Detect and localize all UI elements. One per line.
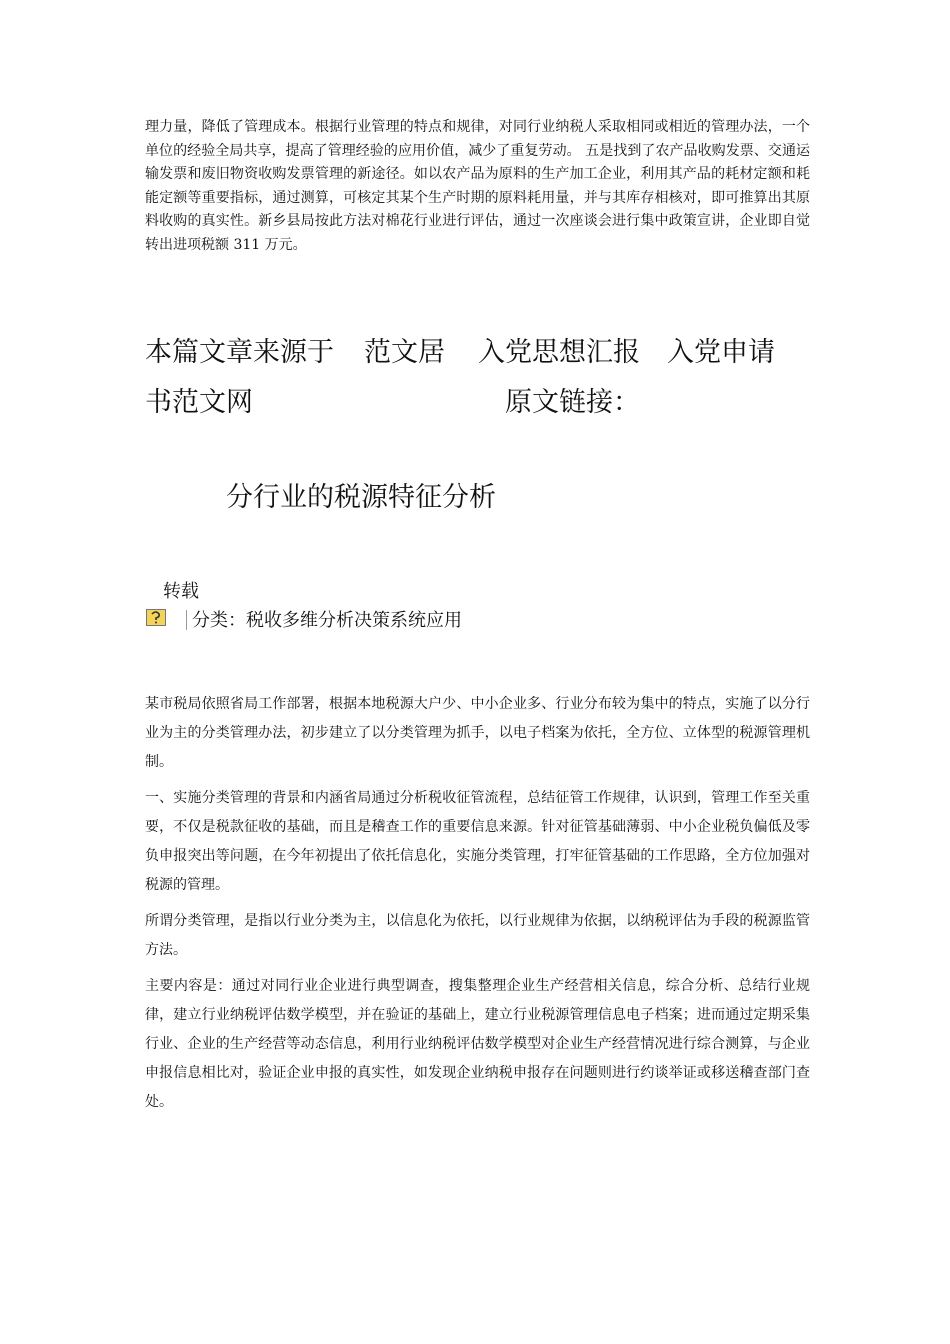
body-paragraph: 主要内容是：通过对同行业企业进行典型调查，搜集整理企业生产经营相关信息，综合分析、总结行业规律，建立行业纳税评估数学模型，并在验证的基础上，建立行业税源管理信息电子档案；进而通过定期采集行业、企业的生产经营等动态信息，利用行业纳税评估数学模型对企业生产经营情况进行综合测算，与企业申报信息相比对，验证企业申报的真实性，如发现企业纳税申报存在问题则进行约谈举证或移送稽查部门查处。 bbox=[145, 978, 810, 1110]
category-icon bbox=[146, 609, 166, 626]
body-paragraph: 某市税局依照省局工作部署，根据本地税源大户少、中小企业多、行业分布较为集中的特点，实施了以分行业为主的分类管理办法，初步建立了以分类管理为抓手，以电子档案为依托，全方位、立体型的税源管理机制。 bbox=[145, 696, 810, 770]
shenqingshu-link-continued[interactable]: 书范文网 bbox=[145, 387, 253, 418]
paragraph-text: 理力量，降低了管理成本。根据行业管理的特点和规律，对同行业纳税人采取相同或相近的管理办法，一个单位的经验全局共享，提高了管理经验的应用价值，减少了重复劳动。 五是找到了农产品收购发票、交通运输发票和废旧物资收购发票管理的新途径。如以农产品为原料的生产加工企业，利用其产品的耗材定额和耗能定额等重要指标，通过测算，可核定其某个生产时期的原料耗用量，并与其库存相核对，即可推算出其原料收购的真实性。新乡县局按此方法对棉花行业进行评估，通过一次座谈会进行集中政策宣讲，企业即自觉转出进项税额 311 万元。 bbox=[145, 119, 810, 253]
source-line-2 bbox=[145, 378, 825, 428]
shenqingshu-link[interactable]: 入党申请 bbox=[667, 337, 775, 368]
source-line-1 bbox=[145, 328, 825, 378]
article-source-notice bbox=[145, 328, 825, 428]
sixiang-huibao-link[interactable]: 入党思想汇报 bbox=[478, 337, 640, 368]
article-title: 分行业的税源特征分析 bbox=[226, 482, 496, 513]
category-divider bbox=[186, 610, 187, 630]
source-prefix: 本篇文章来源于 bbox=[145, 337, 334, 368]
body-paragraph: 一、实施分类管理的背景和内涵省局通过分析税收征管流程，总结征管工作规律，认识到，管理工作至关重要，不仅是税款征收的基础，而且是稽查工作的重要信息来源。针对征管基础薄弱、中小企业税负偏低及零负申报突出等问题，在今年初提出了依托信息化，实施分类管理，打牢征管基础的工作思路，全方位加强对税源的管理。 bbox=[145, 790, 810, 893]
original-link-label: 原文链接： bbox=[505, 387, 640, 418]
site-link[interactable]: 范文居 bbox=[364, 337, 445, 368]
repost-label: 转载 bbox=[163, 581, 199, 602]
previous-article-paragraph bbox=[145, 116, 810, 257]
category-label: 分类：税收多维分析决策系统应用 bbox=[192, 610, 462, 631]
body-paragraph: 所谓分类管理，是指以行业分类为主，以信息化为依托，以行业规律为依据，以纳税评估为手段的税源监管方法。 bbox=[145, 913, 810, 958]
article-body bbox=[145, 690, 810, 1124]
